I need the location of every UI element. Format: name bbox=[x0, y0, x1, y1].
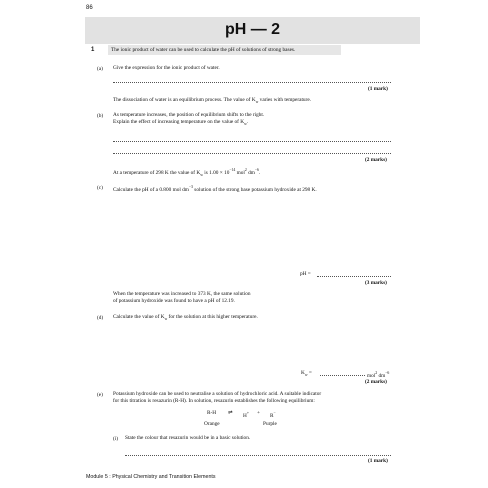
part-a-note: The dissociation of water is an equilibrium process. The value of $K_w$ varies with temperature. bbox=[113, 97, 311, 105]
part-a-text: Give the expression for the ionic product of water. bbox=[113, 65, 220, 71]
part-a-marks: (1 mark) bbox=[368, 86, 388, 92]
colour-orange: Orange bbox=[204, 421, 220, 427]
ph-answer-label: pH = bbox=[300, 271, 311, 277]
part-d-marks: (2 marks) bbox=[365, 379, 387, 385]
kw-answer-label: $K_w$ = bbox=[301, 370, 312, 378]
answer-line[interactable] bbox=[113, 82, 391, 83]
part-c-label: (c) bbox=[97, 185, 103, 191]
answer-line[interactable] bbox=[113, 153, 391, 154]
equilibrium-plus: + bbox=[257, 410, 260, 416]
part-c-note2: of potassium hydroxide was found to have a pH of 12.19. bbox=[113, 298, 235, 304]
question-number: 1 bbox=[91, 47, 95, 53]
kw-units: mol$^2$ $dm^{-6}$ bbox=[367, 371, 390, 379]
part-b-label: (b) bbox=[97, 113, 104, 119]
part-e-label: (e) bbox=[97, 392, 103, 398]
part-c-text: Calculate the pH of a 0.800 mol $dm^{-3}$ solution of the strong base potassium hydroxide at 298 K. bbox=[113, 185, 317, 193]
part-a-label: (a) bbox=[97, 66, 103, 72]
equilibrium-product: R− bbox=[270, 411, 276, 419]
kw-answer-line[interactable] bbox=[320, 375, 365, 376]
equilibrium-reactant: R-H bbox=[207, 410, 217, 416]
page-title: pH — 2 bbox=[224, 21, 281, 38]
ph-answer-line[interactable] bbox=[317, 276, 391, 277]
part-c-marks: (3 marks) bbox=[365, 280, 387, 286]
equilibrium-arrow-icon: ⇌ bbox=[228, 410, 233, 416]
page-number: 86 bbox=[86, 5, 93, 11]
question-intro: The ionic product of water can be used to calculate the pH of solutions of strong bases. bbox=[108, 45, 341, 55]
part-e-line2: for this titration is resazurin (R-H). In solution, resazurin establishes the following equilibrium: bbox=[113, 398, 315, 404]
part-d-text: Calculate the value of $K_w$ for the solution at this higher temperature. bbox=[113, 314, 258, 322]
part-e-line1: Potassium hydroxide can be used to neutralise a solution of hydrochloric acid. A suitable indicator bbox=[113, 391, 322, 397]
part-d-label: (d) bbox=[97, 315, 104, 321]
answer-line[interactable] bbox=[125, 455, 391, 456]
part-e-i-label: (i) bbox=[113, 436, 118, 442]
colour-purple: Purple bbox=[263, 421, 277, 427]
part-b-line1: As temperature increases, the position of equilibrium shifts to the right. bbox=[113, 112, 265, 118]
part-c-note1: When the temperature was increased to 373 K, the same solution bbox=[113, 291, 251, 297]
part-e-i-marks: (1 mark) bbox=[368, 458, 388, 464]
part-b-note: At a temperature of 298 K the value of $K_w$ is $1.00 \times 10^{-14}$ mol$^2$ $dm^{-6}$. bbox=[113, 168, 261, 177]
footer: Module 5 : Physical Chemistry and Transition Elements bbox=[86, 474, 216, 480]
equilibrium-hydrogen-ion: H+ bbox=[243, 411, 249, 419]
answer-line[interactable] bbox=[113, 141, 391, 142]
title-bar bbox=[85, 17, 420, 44]
part-b-line2: Explain the effect of increasing temperature on the value of $K_w$. bbox=[113, 119, 249, 127]
part-b-marks: (2 marks) bbox=[365, 157, 387, 163]
part-e-i-text: State the colour that resazurin would be in a basic solution. bbox=[125, 435, 251, 441]
